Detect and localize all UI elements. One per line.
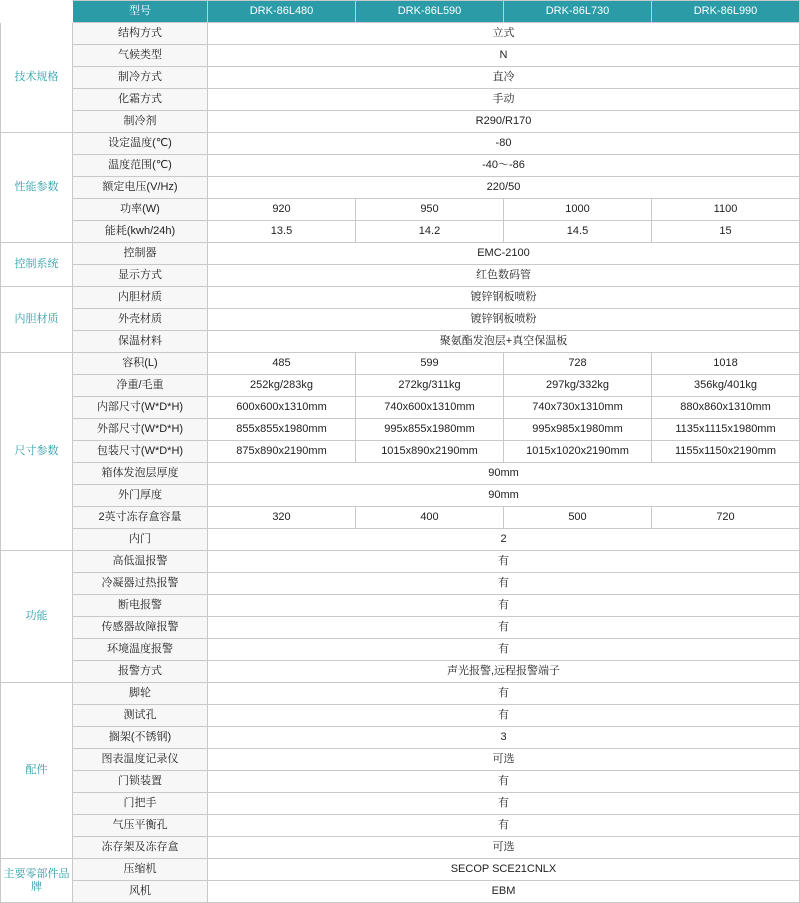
table-row	[1, 727, 800, 749]
row-value-all-models: 直冷	[208, 67, 800, 89]
row-value-model-3: 1015x1020x2190mm	[504, 441, 652, 463]
table-row	[1, 639, 800, 661]
table-header	[1, 1, 800, 23]
row-value-all-models: 可选	[208, 837, 800, 859]
row-label: 显示方式	[73, 265, 208, 287]
row-label: 传感器故障报警	[73, 617, 208, 639]
table-row	[1, 793, 800, 815]
table-row	[1, 749, 800, 771]
row-label: 内门	[73, 529, 208, 551]
row-value-all-models: 有	[208, 771, 800, 793]
row-value-all-models: -80	[208, 133, 800, 155]
table-row	[1, 661, 800, 683]
table-row	[1, 133, 800, 155]
table-row	[1, 89, 800, 111]
row-label: 测试孔	[73, 705, 208, 727]
row-value-model-1: 252kg/283kg	[208, 375, 356, 397]
row-label: 冷凝器过热报警	[73, 573, 208, 595]
row-value-all-models: 220/50	[208, 177, 800, 199]
header-model-4: DRK-86L990	[652, 1, 800, 23]
table-body	[1, 23, 800, 903]
table-row	[1, 507, 800, 529]
row-label: 结构方式	[73, 23, 208, 45]
row-value-all-models: 有	[208, 793, 800, 815]
row-value-all-models: SECOP SCE21CNLX	[208, 859, 800, 881]
row-value-all-models: 有	[208, 617, 800, 639]
row-label: 保温材料	[73, 331, 208, 353]
row-label: 气压平衡孔	[73, 815, 208, 837]
row-value-all-models: 镀锌钢板喷粉	[208, 287, 800, 309]
row-label: 冻存架及冻存盒	[73, 837, 208, 859]
group-label-3: 内胆材质	[1, 287, 73, 353]
table-row	[1, 23, 800, 45]
table-row	[1, 243, 800, 265]
header-model-2: DRK-86L590	[356, 1, 504, 23]
row-value-all-models: 有	[208, 815, 800, 837]
row-label: 断电报警	[73, 595, 208, 617]
row-value-model-4: 356kg/401kg	[652, 375, 800, 397]
row-value-model-3: 740x730x1310mm	[504, 397, 652, 419]
row-value-model-4: 1100	[652, 199, 800, 221]
row-value-all-models: EBM	[208, 881, 800, 903]
row-value-model-1: 320	[208, 507, 356, 529]
table-row	[1, 397, 800, 419]
group-label-5: 功能	[1, 551, 73, 683]
row-value-model-3: 14.5	[504, 221, 652, 243]
header-model-3: DRK-86L730	[504, 1, 652, 23]
row-value-all-models: 可选	[208, 749, 800, 771]
table-row	[1, 595, 800, 617]
row-value-all-models: 手动	[208, 89, 800, 111]
table-row	[1, 67, 800, 89]
table-row	[1, 331, 800, 353]
row-value-model-2: 740x600x1310mm	[356, 397, 504, 419]
table-row	[1, 529, 800, 551]
row-value-model-2: 400	[356, 507, 504, 529]
row-value-model-4: 15	[652, 221, 800, 243]
row-label: 额定电压(V/Hz)	[73, 177, 208, 199]
row-label: 外部尺寸(W*D*H)	[73, 419, 208, 441]
table-row	[1, 199, 800, 221]
row-label: 箱体发泡层厚度	[73, 463, 208, 485]
row-value-model-1: 875x890x2190mm	[208, 441, 356, 463]
table-row	[1, 617, 800, 639]
row-value-all-models: 3	[208, 727, 800, 749]
row-value-model-2: 1015x890x2190mm	[356, 441, 504, 463]
row-value-model-3: 995x985x1980mm	[504, 419, 652, 441]
row-value-model-2: 14.2	[356, 221, 504, 243]
table-row	[1, 419, 800, 441]
row-label: 外壳材质	[73, 309, 208, 331]
row-value-model-4: 720	[652, 507, 800, 529]
group-label-7: 主要零部件品牌	[1, 859, 73, 903]
header-model-1: DRK-86L480	[208, 1, 356, 23]
table-row	[1, 221, 800, 243]
row-label: 包装尺寸(W*D*H)	[73, 441, 208, 463]
row-value-model-3: 728	[504, 353, 652, 375]
row-label: 外门厚度	[73, 485, 208, 507]
table-row	[1, 45, 800, 67]
row-label: 搁架(不锈钢)	[73, 727, 208, 749]
row-value-all-models: 有	[208, 573, 800, 595]
row-label: 门锁装置	[73, 771, 208, 793]
table-row	[1, 815, 800, 837]
row-value-all-models: 有	[208, 595, 800, 617]
row-label: 气候类型	[73, 45, 208, 67]
table-row	[1, 771, 800, 793]
row-value-model-2: 272kg/311kg	[356, 375, 504, 397]
row-value-all-models: 90mm	[208, 485, 800, 507]
row-label: 门把手	[73, 793, 208, 815]
header-model-label: 型号	[73, 1, 208, 23]
row-value-model-3: 297kg/332kg	[504, 375, 652, 397]
row-value-model-4: 1155x1150x2190mm	[652, 441, 800, 463]
group-label-1: 性能参数	[1, 133, 73, 243]
row-value-model-3: 1000	[504, 199, 652, 221]
row-value-all-models: 有	[208, 705, 800, 727]
row-label: 环境温度报警	[73, 639, 208, 661]
table-row	[1, 375, 800, 397]
row-value-all-models: 聚氨酯发泡层+真空保温板	[208, 331, 800, 353]
row-value-all-models: N	[208, 45, 800, 67]
table-row	[1, 155, 800, 177]
table-row	[1, 177, 800, 199]
row-value-model-2: 995x855x1980mm	[356, 419, 504, 441]
row-value-all-models: 立式	[208, 23, 800, 45]
row-label: 能耗(kwh/24h)	[73, 221, 208, 243]
group-label-2: 控制系统	[1, 243, 73, 287]
row-value-model-3: 500	[504, 507, 652, 529]
row-label: 高低温报警	[73, 551, 208, 573]
row-label: 脚轮	[73, 683, 208, 705]
table-row	[1, 551, 800, 573]
table-row	[1, 463, 800, 485]
row-value-all-models: 有	[208, 683, 800, 705]
row-value-all-models: R290/R170	[208, 111, 800, 133]
table-row	[1, 837, 800, 859]
group-label-0: 技术规格	[1, 23, 73, 133]
table-row	[1, 353, 800, 375]
row-value-model-1: 600x600x1310mm	[208, 397, 356, 419]
row-value-all-models: 90mm	[208, 463, 800, 485]
table-row	[1, 265, 800, 287]
row-label: 容积(L)	[73, 353, 208, 375]
row-label: 净重/毛重	[73, 375, 208, 397]
row-value-all-models: 2	[208, 529, 800, 551]
row-value-model-1: 920	[208, 199, 356, 221]
table-row	[1, 441, 800, 463]
table-row	[1, 111, 800, 133]
row-label: 温度范围(℃)	[73, 155, 208, 177]
row-label: 内胆材质	[73, 287, 208, 309]
row-label: 图表温度记录仪	[73, 749, 208, 771]
row-value-all-models: -40〜-86	[208, 155, 800, 177]
row-value-model-4: 1135x1115x1980mm	[652, 419, 800, 441]
table-row	[1, 683, 800, 705]
row-value-all-models: 声光报警,远程报警端子	[208, 661, 800, 683]
row-value-model-4: 880x860x1310mm	[652, 397, 800, 419]
row-value-all-models: 镀锌钢板喷粉	[208, 309, 800, 331]
row-label: 压缩机	[73, 859, 208, 881]
table-row	[1, 705, 800, 727]
table-row	[1, 485, 800, 507]
row-value-all-models: 红色数码管	[208, 265, 800, 287]
row-label: 制冷方式	[73, 67, 208, 89]
row-value-model-4: 1018	[652, 353, 800, 375]
row-label: 设定温度(℃)	[73, 133, 208, 155]
header-blank-cell	[1, 1, 73, 23]
row-label: 制冷剂	[73, 111, 208, 133]
row-label: 2英寸冻存盒容量	[73, 507, 208, 529]
row-value-model-1: 855x855x1980mm	[208, 419, 356, 441]
row-value-all-models: 有	[208, 639, 800, 661]
row-label: 化霜方式	[73, 89, 208, 111]
row-label: 控制器	[73, 243, 208, 265]
row-value-model-1: 13.5	[208, 221, 356, 243]
table-row	[1, 859, 800, 881]
row-label: 功率(W)	[73, 199, 208, 221]
row-value-all-models: 有	[208, 551, 800, 573]
row-label: 内部尺寸(W*D*H)	[73, 397, 208, 419]
table-row	[1, 309, 800, 331]
group-label-6: 配件	[1, 683, 73, 859]
row-label: 报警方式	[73, 661, 208, 683]
row-value-all-models: EMC-2100	[208, 243, 800, 265]
group-label-4: 尺寸参数	[1, 353, 73, 551]
row-value-model-1: 485	[208, 353, 356, 375]
table-row	[1, 881, 800, 903]
table-row	[1, 573, 800, 595]
table-row	[1, 287, 800, 309]
row-label: 风机	[73, 881, 208, 903]
row-value-model-2: 599	[356, 353, 504, 375]
row-value-model-2: 950	[356, 199, 504, 221]
header-row	[1, 1, 800, 23]
